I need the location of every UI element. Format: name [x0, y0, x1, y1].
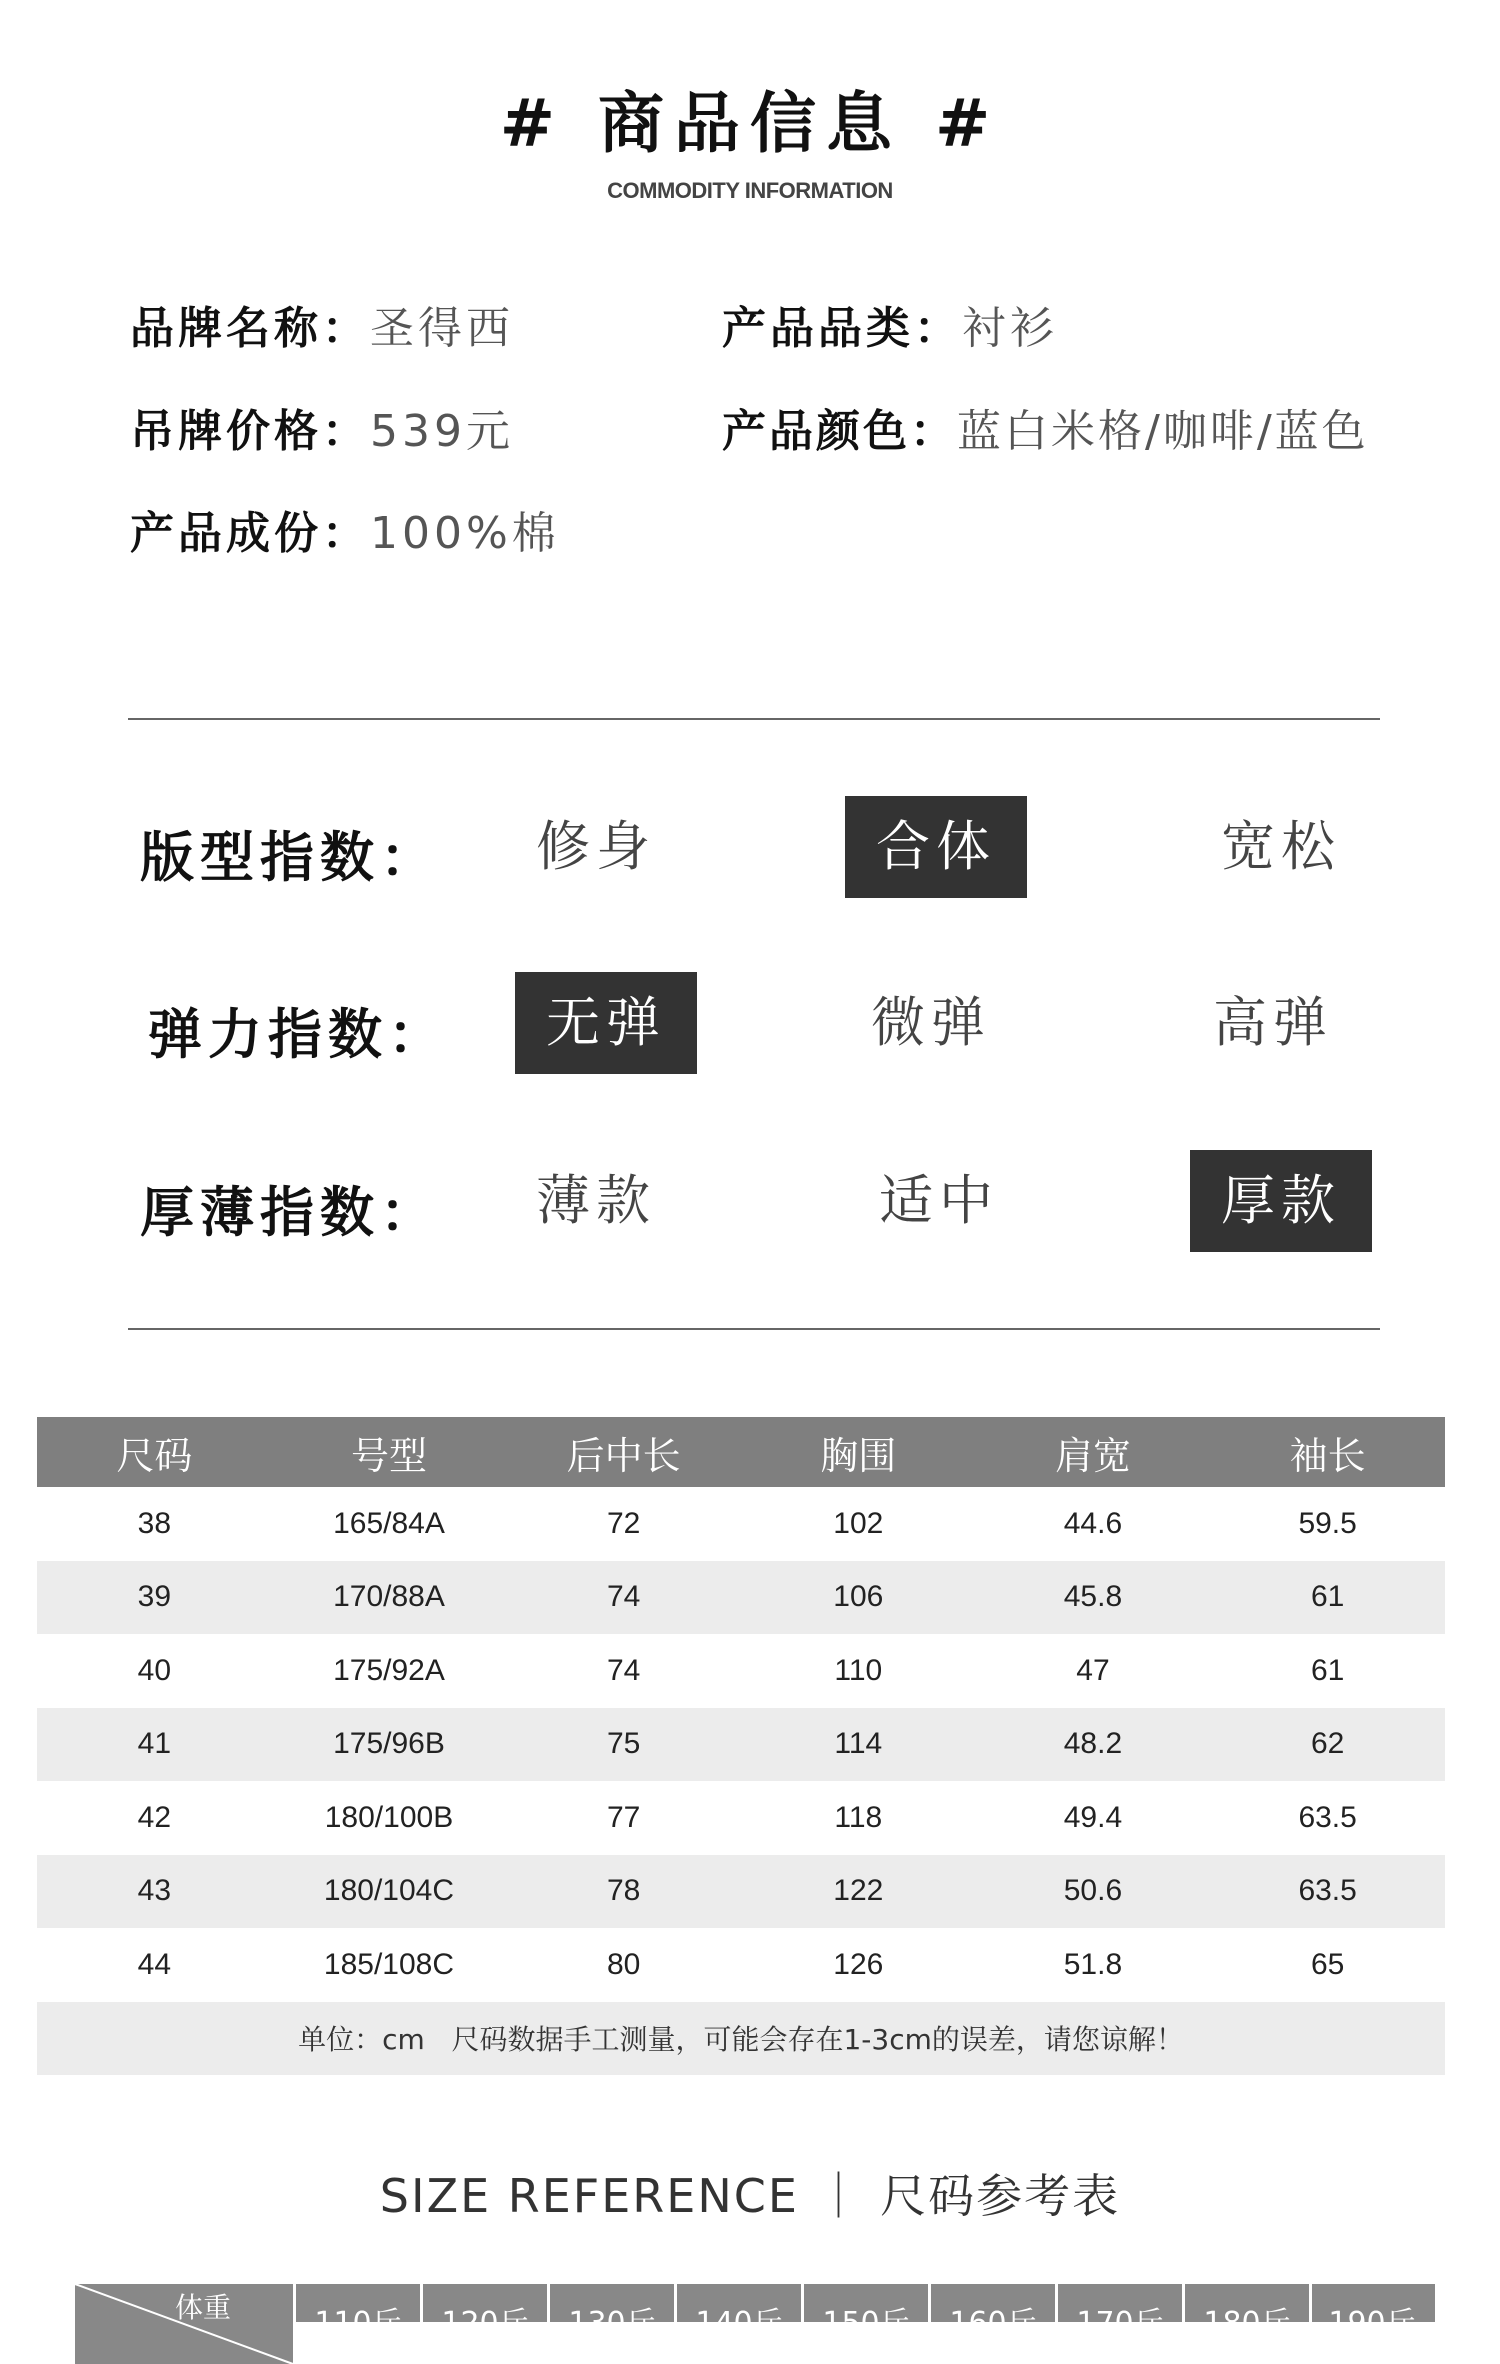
cell-back-length: 80 — [606, 1947, 641, 1981]
weight-cell: 130斤 — [550, 2284, 677, 2364]
cell-shoulder: 50.6 — [976, 1855, 1211, 1929]
color-row — [722, 395, 1369, 459]
weight-cell: 140斤 — [677, 2284, 804, 2364]
weight-cell: 150斤 — [804, 2284, 931, 2364]
weight-cell: 180斤 — [1185, 2284, 1312, 2364]
category-label: 产品品类： — [722, 303, 962, 354]
cell-chest: 114 — [741, 1708, 976, 1782]
thickness-option-medium: 适中 — [879, 1169, 999, 1232]
cell-chest: 110 — [834, 1653, 883, 1687]
cell-size: 41 — [37, 1708, 272, 1782]
stretch-option-high: 高弹 — [1213, 991, 1333, 1054]
stretch-option-none: 无弹 — [515, 972, 697, 1074]
cell-size: 39 — [37, 1561, 272, 1635]
cell-back-length: 74 — [506, 1561, 741, 1635]
price-value: 539元 — [370, 406, 514, 457]
price-row — [130, 395, 514, 459]
weight-cell: 160斤 — [931, 2284, 1058, 2364]
cell-model: 180/104C — [272, 1855, 507, 1929]
cell-shoulder: 47 — [1076, 1653, 1110, 1687]
table-note-row — [37, 2002, 1445, 2076]
cell-shoulder: 48.2 — [976, 1708, 1211, 1782]
cell-model: 175/96B — [272, 1708, 507, 1782]
table-row — [37, 1708, 1445, 1782]
header-chest: 胸围 — [741, 1417, 976, 1487]
cell-chest: 102 — [833, 1506, 884, 1540]
weight-cell: 190斤 — [1328, 2306, 1416, 2341]
size-reference-table — [75, 2284, 1435, 2341]
page-title: # 商品信息 # — [499, 85, 1001, 162]
price-label: 吊牌价格： — [130, 406, 370, 457]
brand-row — [130, 292, 514, 356]
category-value: 衬衫 — [962, 303, 1058, 354]
weight-cell: 110斤 — [296, 2284, 423, 2364]
table-row — [37, 1928, 1445, 2002]
cell-shoulder: 44.6 — [1063, 1506, 1123, 1540]
cell-chest: 122 — [741, 1855, 976, 1929]
cell-model: 165/84A — [333, 1506, 445, 1540]
cell-shoulder: 45.8 — [976, 1561, 1211, 1635]
cell-size: 38 — [137, 1506, 172, 1540]
table-row — [37, 1781, 1445, 1855]
table-row — [37, 1561, 1445, 1635]
cell-model: 185/108C — [323, 1947, 455, 1981]
stretch-option-slight: 微弹 — [871, 991, 991, 1054]
fit-option-loose: 宽松 — [1221, 815, 1341, 878]
cell-sleeve: 61 — [1310, 1653, 1345, 1687]
stretch-index-label: 弹力指数： — [148, 1003, 448, 1066]
fit-index-label: 版型指数： — [140, 826, 440, 889]
cell-sleeve: 63.5 — [1210, 1855, 1445, 1929]
cell-shoulder: 49.4 — [1063, 1800, 1123, 1834]
cell-size: 40 — [137, 1653, 172, 1687]
cell-size: 42 — [137, 1800, 172, 1834]
brand-value: 圣得西 — [370, 303, 514, 354]
cell-sleeve: 62 — [1210, 1708, 1445, 1782]
cell-size: 43 — [37, 1855, 272, 1929]
cell-model: 180/100B — [324, 1800, 454, 1834]
table-note: 单位：cm 尺码数据手工测量，可能会存在1-3cm的误差，请您谅解！ — [37, 2002, 1445, 2076]
thickness-option-thick: 厚款 — [1190, 1150, 1372, 1252]
cell-chest: 118 — [834, 1800, 883, 1834]
header-model: 号型 — [272, 1417, 507, 1487]
header-sleeve: 袖长 — [1210, 1417, 1445, 1487]
divider-top — [128, 718, 1380, 720]
size-table — [37, 1417, 1445, 2075]
cell-size: 44 — [137, 1947, 172, 1981]
page-subtitle: COMMODITY INFORMATION — [607, 178, 893, 203]
material-row — [130, 497, 560, 561]
fit-option-regular: 合体 — [845, 796, 1027, 898]
brand-label: 品牌名称： — [130, 303, 370, 354]
color-value: 蓝白米格/咖啡/蓝色 — [957, 406, 1369, 457]
weight-cell: 120斤 — [423, 2284, 550, 2364]
cell-chest: 126 — [833, 1947, 884, 1981]
weight-cell: 170斤 — [1058, 2284, 1185, 2364]
cell-back-length: 78 — [506, 1855, 741, 1929]
divider-bottom — [128, 1328, 1380, 1330]
reference-corner-cell — [75, 2284, 296, 2364]
fit-option-slim: 修身 — [536, 815, 656, 878]
cell-back-length: 75 — [506, 1708, 741, 1782]
cell-sleeve: 65 — [1310, 1947, 1345, 1981]
table-row — [37, 1634, 1445, 1708]
cell-sleeve: 59.5 — [1298, 1506, 1357, 1540]
cell-back-length: 72 — [606, 1506, 641, 1540]
header-size: 尺码 — [37, 1417, 272, 1487]
thickness-index-label: 厚薄指数： — [140, 1181, 440, 1244]
size-reference-title: SIZE REFERENCE ｜ 尺码参考表 — [379, 2169, 1121, 2223]
cell-shoulder: 51.8 — [1063, 1947, 1123, 1981]
reference-corner-label: 体重 — [175, 2291, 232, 2324]
header-back-length: 后中长 — [506, 1417, 741, 1487]
size-table-header — [37, 1417, 1445, 1487]
cell-model: 170/88A — [272, 1561, 507, 1635]
cell-back-length: 77 — [606, 1800, 641, 1834]
cell-chest: 106 — [741, 1561, 976, 1635]
table-row — [37, 1855, 1445, 1929]
material-value: 100%棉 — [370, 508, 560, 559]
cell-back-length: 74 — [606, 1653, 641, 1687]
material-label: 产品成份： — [130, 508, 370, 559]
category-row — [722, 292, 1058, 356]
thickness-option-thin: 薄款 — [536, 1169, 656, 1232]
table-row — [37, 1487, 1445, 1561]
cell-model: 175/92A — [333, 1653, 445, 1687]
cell-sleeve: 61 — [1210, 1561, 1445, 1635]
color-label: 产品颜色： — [722, 406, 957, 457]
cell-sleeve: 63.5 — [1298, 1800, 1357, 1834]
header-shoulder: 肩宽 — [976, 1417, 1211, 1487]
